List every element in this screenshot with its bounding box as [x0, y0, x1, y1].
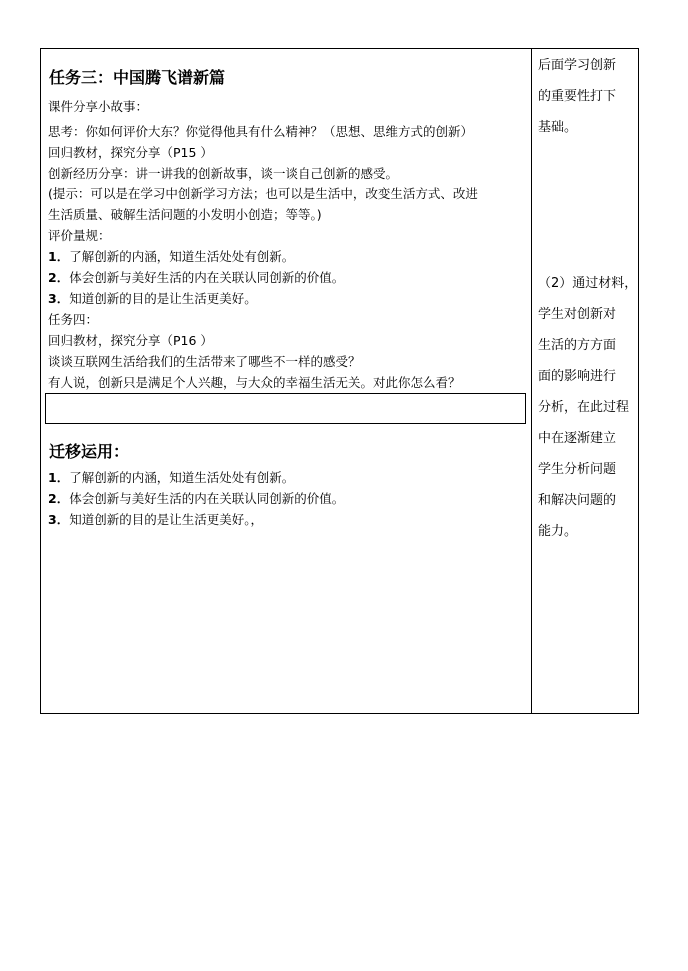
list-text: 知道创新的目的是让生活更美好。，: [69, 512, 263, 527]
text-line: 课件分享小故事：: [48, 99, 149, 114]
intent-line: 学生对创新对: [538, 307, 617, 322]
list-text: 了解创新的内涵，知道生活处处有创新。: [69, 249, 295, 264]
intent-line: 后面学习创新: [538, 58, 617, 73]
intent-line: 生活的方方面: [538, 338, 617, 353]
text-line: 谈谈互联网生活给我们的生活带来了哪些不一样的感受？: [48, 354, 361, 369]
transfer-title: 迁移运用：: [49, 442, 130, 461]
intent-line: 面的影响进行: [538, 369, 617, 384]
text-line: 生活质量、破解生活问题的小发明小创造；等等。): [48, 207, 322, 222]
list-item: [48, 270, 344, 286]
list-number: 3．: [48, 291, 70, 306]
list-item: [48, 491, 344, 507]
list-number: 2．: [48, 491, 70, 506]
list-item: [48, 512, 263, 528]
design-intent-cell: [532, 49, 638, 713]
intent-line: 的重要性打下: [538, 89, 617, 104]
intent-line: 基础。: [538, 120, 578, 135]
text-line: 有人说，创新只是满足个人兴趣，与大众的幸福生活无关。对此你怎么看？: [48, 375, 461, 390]
list-text: 了解创新的内涵，知道生活处处有创新。: [69, 470, 295, 485]
intent-line: （2）通过材料，: [538, 276, 638, 291]
lesson-plan-table: [40, 48, 639, 714]
text-line: (提示：可以是在学习中创新学习方法；也可以是生活中，改变生活方式、改进: [48, 186, 478, 201]
list-number: 3．: [48, 512, 70, 527]
text-line: 创新经历分享：讲一讲我的创新故事，谈一谈自己创新的感受。: [48, 166, 399, 181]
text-line: 思考：你如何评价大东？你觉得他具有什么精神？（思想、思维方式的创新）: [48, 124, 474, 139]
text-line: 回归教材，探究分享（P16 ）: [48, 333, 213, 348]
list-text: 体会创新与美好生活的内在关联认同创新的价值。: [69, 491, 345, 506]
list-text: 体会创新与美好生活的内在关联认同创新的价值。: [69, 270, 345, 285]
list-number: 2．: [48, 270, 70, 285]
intent-line: 和解决问题的: [538, 493, 617, 508]
list-number: 1．: [48, 470, 70, 485]
text-line: 任务四：: [48, 312, 99, 327]
intent-line: 分析，在此过程: [538, 400, 630, 415]
list-item: [48, 249, 294, 265]
task3-title: 任务三：中国腾飞谱新篇: [49, 68, 226, 87]
text-line: 回归教材，探究分享（P15 ）: [48, 145, 213, 160]
intent-line: 中在逐渐建立: [538, 431, 617, 446]
list-text: 知道创新的目的是让生活更美好。: [69, 291, 257, 306]
list-item: [48, 291, 257, 307]
list-item: [48, 470, 294, 486]
text-line: 评价量规：: [48, 228, 111, 243]
intent-line: 学生分析问题: [538, 462, 617, 477]
intent-line: 能力。: [538, 524, 578, 539]
activity-cell: [41, 49, 532, 713]
answer-box[interactable]: [45, 393, 526, 424]
list-number: 1．: [48, 249, 70, 264]
